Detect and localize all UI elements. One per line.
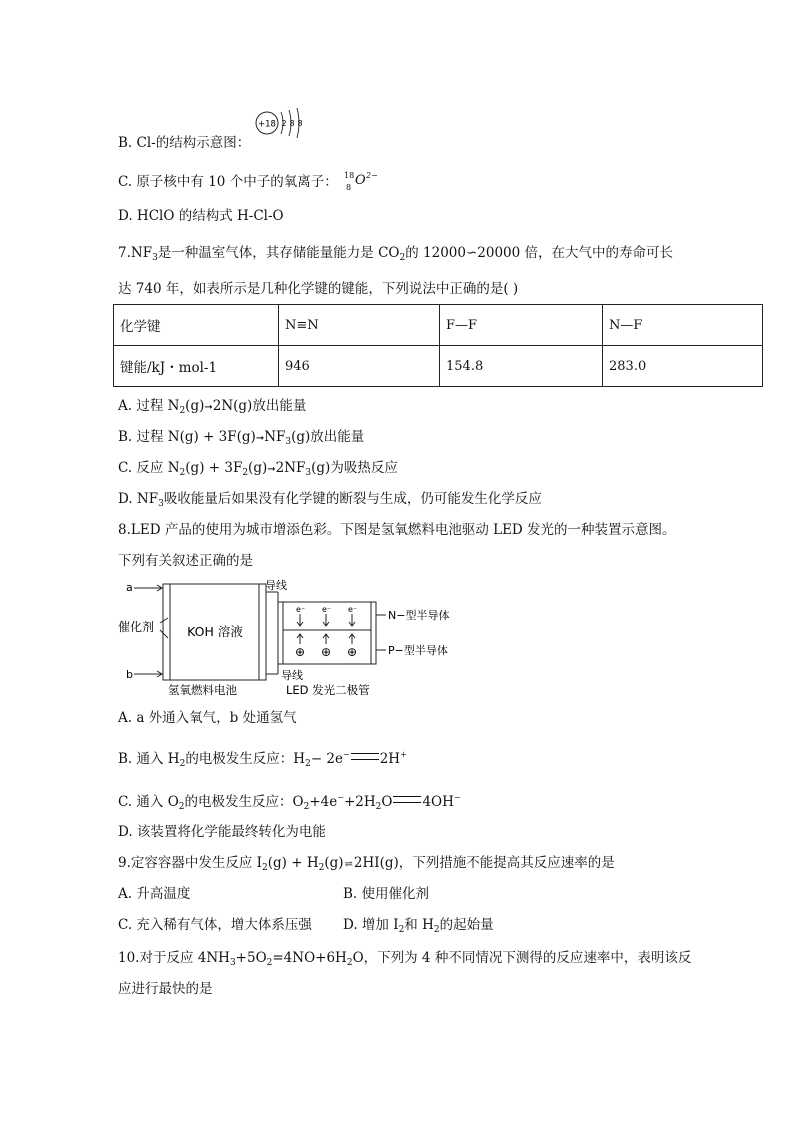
q6-option-c: C. 原子核中有 10 个中子的氧离子： 18 8 O 2−: [118, 173, 382, 191]
shell-3-electrons: 8: [297, 119, 303, 128]
q9-option-c: C. 充入稀有气体，增大体系压强: [118, 917, 312, 933]
q10-stem-line2: 应进行最快的是: [118, 981, 213, 997]
hole-icon: ⊕: [320, 645, 332, 659]
oxygen-ion-notation: 18 8 O 2−: [344, 171, 378, 192]
arrow-icon: ➞: [255, 433, 265, 444]
q7-option-c: C. 反应 $N_2(g)$ + $3F_2(g)➞2NF_3(g)$为吸热反应: [118, 460, 398, 478]
q7-stem-line1: $7.NF_3$是一种温室气体，其存储能量能力是 $CO_2$的 12000∽20000 倍，在大气中的寿命可长: [118, 245, 674, 263]
q9-option-b: B. 使用催化剂: [343, 886, 430, 902]
bond-energy-table: [113, 304, 763, 387]
table-header-cell: F—F: [440, 305, 603, 346]
electron-label: e⁻: [322, 605, 332, 614]
q7-option-b: B. 过程 $N(g) + 3F(g)➞NF_3(g)$放出能量: [118, 429, 365, 447]
electron-label: e⁻: [296, 605, 306, 614]
label-n-type: N−型半导体: [388, 609, 450, 622]
q7-stem-line2: 达 740 年，如表所示是几种化学键的键能，下列说法中正确的是( ): [118, 281, 519, 297]
q6-option-b: B. Cl-的结构示意图：: [118, 135, 251, 151]
table-row: [114, 346, 763, 387]
label-fuel-cell: 氢氧燃料电池: [168, 683, 237, 697]
label-b: b: [126, 668, 133, 681]
shell-2-electrons: 8: [289, 119, 295, 128]
q8-option-a: A. a 外通入氧气，b 处通氢气: [118, 710, 297, 726]
label-wire-bottom: 导线: [281, 669, 303, 682]
table-header-row: [114, 305, 763, 346]
table-header-cell: 化学键: [114, 305, 279, 346]
hole-icon: ⊕: [346, 645, 358, 659]
q6-option-d: D. HClO 的结构式 H-Cl-O: [118, 208, 284, 224]
shell-1-electrons: 2: [281, 119, 287, 128]
q9-option-d: D. 增加 $I_2$和 $H_2$的起始量: [343, 917, 494, 935]
q8-option-b: B. 通入 $H_2$的电极发生反应：$H_2- 2e^-$ 2H+: [118, 750, 407, 769]
label-wire-top: 导线: [265, 579, 287, 592]
q9-stem: 9.定容容器中发生反应 $I_2(g)$ + $H_2(g)\rightleftharpoons 2HI(g)$，下列措施不能提高其反应速率的是: [118, 855, 615, 873]
q7-option-d: D. $NF_3$吸收能量后如果没有化学键的断裂与生成，仍可能发生化学反应: [118, 491, 542, 509]
table-cell: 946: [279, 346, 440, 387]
q8-option-c: C. 通入 $O_2$的电极发生反应：$O_2+4e^-+2H_2O$ 4OH−: [118, 793, 461, 812]
q9-option-a: A. 升高温度: [118, 886, 191, 902]
arrow-icon: ➞: [267, 464, 276, 475]
table-header-cell: N≡N: [279, 305, 440, 346]
q10-stem-line1: 10.对于反应 $4NH_3+5O_2=4NO+6H_2O$，下列为 4 种不同情况下测得的反应速率中，表明该反: [118, 950, 692, 968]
q7-option-a: A. 过程 $N_2(g)➞2N(g)$放出能量: [118, 398, 307, 416]
hole-icon: ⊕: [294, 645, 306, 659]
fuel-cell-led-diagram: [118, 578, 468, 700]
chloride-ion-structure-diagram: [254, 104, 310, 142]
equilibrium-arrow-icon: ⇌: [344, 859, 353, 870]
table-cell: 154.8: [440, 346, 603, 387]
table-row-label: 键能/kJ・mol-1: [114, 346, 279, 387]
q8-stem-line2: 下列有关叙述正确的是: [118, 553, 253, 569]
double-line-equals-icon: [351, 753, 379, 760]
q8-option-d: D. 该装置将化学能最终转化为电能: [118, 824, 326, 840]
arrow-icon: ➞: [204, 402, 213, 413]
label-led: LED 发光二极管: [286, 683, 370, 697]
electron-label: e⁻: [348, 605, 358, 614]
q8-stem-line1: 8.LED 产品的使用为城市增添色彩。下图是氢氧燃料电池驱动 LED 发光的一种装置示意图。: [118, 522, 676, 538]
label-p-type: P−型半导体: [388, 644, 448, 657]
table-cell: 283.0: [603, 346, 763, 387]
label-catalyst: 催化剂: [118, 620, 155, 634]
label-koh-solution: KOH 溶液: [187, 624, 243, 639]
label-a: a: [126, 581, 133, 594]
double-line-equals-icon: [393, 796, 421, 803]
table-header-cell: N—F: [603, 305, 763, 346]
nucleus-charge: +18: [258, 119, 276, 130]
